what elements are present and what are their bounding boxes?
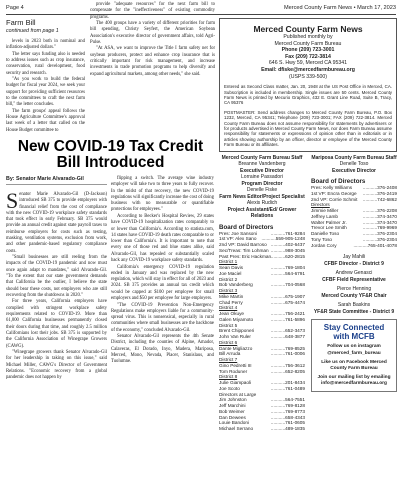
member-phone: ...........765-401-4078 [353, 242, 397, 248]
member-name: 2nd VP: Corrie Schmit [311, 196, 358, 202]
member-phone: ...........769-9969 [362, 225, 397, 231]
stay-connected-title: Stay Connected with MCFB [323, 323, 385, 342]
member-name: Pres: Joe Sansoni [219, 230, 258, 236]
member-phone: ...........675-1907 [270, 293, 305, 299]
paragraph: levels in 2023 both in nominal and inflation-adjusted dollars." [6, 39, 85, 51]
member-phone: ...........675-4474 [270, 299, 305, 305]
paragraph: "The COVID-19 Prevention Non-Emergency Regulations make employers liable for a community-spread virus. This is nonsensical, especially in rural communities where small businesses are the backbone of the economy," concluded Alvarado-Gil. [111, 302, 214, 333]
postmaster-info: POSTMASTER: Send address changes to Merced County Farm Bureau, P.O. Box 1232, Merced, CA 95341; Telephone (209) 723-3001; FAX (209) 722-3814. Merced County Farm Bureau does not assume responsibility for statements by advertisers or for products advertised in Merced County Farm News, nor does Farm Bureau assume responsibility for statements or expressions of opinion other than in editorials or in articles showing authorship by an officer, director or employee of the Merced County Farm Bureau or its affiliates. [224, 109, 392, 148]
tax-credit-article-col1 [6, 188, 107, 382]
member-name: Trevor Lee Smith [311, 225, 347, 231]
fax: Fax (209) 722-3814 [285, 53, 331, 60]
yfr-state-title: YF&R State Committee - District 9 [313, 308, 395, 315]
paragraph: Senator Alvarado-Gil represents the 4th Senate District, including the counties of Alpine, Amador, Calaveras, El Dorado, Inyo, Madera, Mariposa, Merced, Mono, Nevada, Placer, Stanislaus, and Tuolumne. [111, 334, 214, 365]
mariposa-board-title: Board of Directors [311, 178, 366, 186]
member-phone: ...........756-3612 [270, 362, 305, 368]
member-name: Past Pres: Eric Hackman [219, 253, 271, 259]
member-phone: ...........201-8434 [270, 380, 305, 386]
paragraph: "Winegrape growers thank Senator Alvarado-Gil for her leadership in taking on this issue," said Michael Miller, CAWG's Director of Government Relations. "Economic recovery from a global pandemic does not happen by [6, 349, 107, 381]
member-name: Jeff Marchini [219, 403, 246, 409]
published-by: Published monthly by [283, 34, 333, 40]
page-number: Page 4 [6, 5, 24, 11]
member-phone: ...........402-6437 [270, 242, 305, 248]
member-name: Tony Toso [311, 236, 333, 242]
member-name: District 5 [219, 322, 238, 328]
member-phone: ...........620-2815 [270, 253, 305, 259]
member-phone: ...........769-8773 [270, 408, 305, 414]
member-name: Tom Roduner [219, 368, 248, 374]
farm-bill-body-2 [90, 2, 215, 78]
continued-note: continued from page 1 [6, 28, 59, 34]
member-phone: ...........761-0489 [270, 385, 305, 391]
staff-line: Program Director [241, 180, 283, 187]
issue-date: Merced County Farm News • March 17, 2023 [283, 5, 396, 11]
cfbf-director-name: Jay Mahili [342, 254, 366, 261]
member-name: Jordan Cory [311, 242, 337, 248]
member-phone: ...........376-2408 [362, 185, 397, 191]
masthead-box [219, 18, 397, 152]
paragraph: The 400 groups have a variety of different priorities for farm bill spending, Christy Seyfert, the American Soybean Association's executive director of government affairs, told Agri-Pulse. [90, 21, 215, 45]
staff-line: Farm News Editor/Project Specialist [219, 193, 305, 200]
email: Email: dfiske@mercedfarmbureau.org [261, 66, 355, 73]
paragraph: "At ASA, we want to improve the Title I farm safety net for soybean producers, protect and enhance crop insurance that is critically important for risk management, and increase investments in trade promotion programs to help diversify and expand agricultural markets, among other needs," she said. [90, 46, 215, 77]
member-name: District 4 [219, 305, 238, 311]
address: 646 S. Hwy 59, Merced CA 95341 [268, 60, 348, 67]
member-phone: ...........376-2304 [362, 236, 397, 242]
member-phone: ...........658-4343 [270, 414, 305, 420]
member-name: Pres: Kelly Williams [311, 185, 353, 191]
member-phone: ...........648-3877 [270, 334, 305, 340]
staff-line: Denelle Fiske [246, 187, 278, 194]
member-name: Bill Arruda [219, 351, 241, 357]
paragraph: For three years, California employers have complied with stringent workplace safety requirements related to COVID-19. More than 61,000 California businesses permanently closed their doors during that time, and roughly 2.5 million Californians lost their jobs. SB 375 is supported by the California Association of Winegrape Growers (CAWG). [6, 299, 107, 349]
member-name: District 6 [219, 339, 238, 345]
merced-board-title: Board of Directors [219, 223, 274, 231]
entry-info: Entered as Second Class matter, Jan. 20, 1948 at the US Post Office in Merced, CA. Subscription is included in membership. Single issues are 50 cents. Merced County Farm News is printed by Mecurio Graphics, 432 E. Grant Line Road, Suite B, Tracy, CA 95376 [224, 84, 392, 106]
org-name: Merced County Farm Bureau [274, 40, 342, 47]
member-phone: ...........374-3470 [362, 213, 397, 219]
merced-staff-title: Merced County Farm Bureau Staff [221, 154, 303, 161]
yfr-state-name: Sarah Baskins [337, 302, 371, 309]
member-name: Julie Giampaoli [219, 380, 252, 386]
member-name: Directors [311, 202, 330, 208]
member-name: John Van Ruler [219, 334, 251, 340]
paragraph: The farm groups' appeal follows the House Agriculture Committee's approval last week of a letter that called on the House Budget committee to [6, 108, 85, 133]
paragraph: flipping a switch. The average wine industry employer will take two to three years to fully recover. In the midst of that recovery, the new COVID-19 regulations will significantly increase the cost of doing business with no measurable or quantifiable protections for employees." [111, 176, 214, 213]
member-phone: ...........761-9284 [270, 230, 305, 236]
member-name: Joe Maciel [219, 270, 242, 276]
member-name: Sean Davis [219, 265, 243, 271]
board-member [311, 243, 397, 249]
farm-bill-article [6, 16, 85, 134]
masthead-column [219, 18, 397, 432]
mariposa-column [311, 155, 397, 432]
tax-credit-article-col2 [111, 176, 214, 366]
farm-bill-body [6, 39, 85, 134]
member-name: District 2 [219, 276, 238, 282]
member-phone: ...........742-6862 [362, 196, 397, 202]
cfbf-director-title: CFBF Director - District 9 [324, 260, 384, 267]
member-name: Walter Palmer Jr. [311, 219, 347, 225]
masthead-title: Merced County Farm News [253, 24, 363, 34]
member-phone: ...........761-0605 [270, 420, 305, 426]
member-phone: ...........559-905-1248 [261, 236, 305, 242]
member-name: Dante Migliazzo [219, 345, 253, 351]
member-name: Dan Dewees [219, 414, 246, 420]
phone: Phone (209) 723-3001 [281, 47, 335, 54]
member-name: Gino Pedretti III [219, 362, 252, 368]
yfr-merced-title: Merced County YF&R Chair [321, 292, 387, 299]
member-name: District 1 [219, 259, 238, 265]
member-name: Bob Vanderberg [219, 282, 253, 288]
member-name: Jeffrey Lamb [311, 213, 339, 219]
member-phone: ...........704-0568 [270, 282, 305, 288]
member-name: 1st VP: Alex Sano [219, 236, 257, 242]
member-phone: ...........564-6791 [270, 270, 305, 276]
cfbf-rep-title: CFBF Field Representative [322, 276, 386, 283]
board-member [219, 426, 305, 432]
member-name: Bob Weimer [219, 408, 245, 414]
paragraph: California's emergency COVID-19 regulation ended in January and was replaced by the new regulation, which will stay in effect for all of 2023 and 2024. SB 375 provides an annual tax credit which would be capped at $100 per employee for small employers and $50 per employee for large employers. [111, 264, 214, 302]
cfbf-rep-name: Andrew Genasci [335, 270, 373, 277]
staff-line: Executive Director [332, 167, 376, 174]
member-name: Joe Scoto [219, 385, 240, 391]
mariposa-board-list [311, 185, 397, 248]
member-name: Sec/Treas: Tim Lohman [219, 247, 269, 253]
member-phone: ...........761-0006 [270, 351, 305, 357]
paragraph: provide "adequate resources" for the next farm bill to compensate for the "ineffectiveness" of existing commodity programs. [90, 2, 215, 20]
mariposa-staff-title: Mariposa County Farm Bureau Staff [311, 154, 397, 161]
staff-line: Lorraine Passadori [241, 174, 283, 181]
mariposa-staff [311, 155, 397, 175]
member-name: Danielle Toso [311, 231, 340, 237]
merced-column [219, 155, 305, 432]
staff-line: Denelle Toso [339, 161, 369, 168]
member-phone: ...........376-2208 [362, 208, 397, 214]
merced-board-list [219, 231, 305, 432]
member-phone: ...........761-5896 [270, 316, 305, 322]
paragraph: "Small businesses are still reeling from the impacts of the COVID-19 pandemic and now must once again adapt to mandates," said Alvarado-Gil. "To the extent that our state government demands that California be the outlier, I believe the state should bear these costs, not employers who are still recovering from the shutdowns in 2020." [6, 255, 107, 298]
staff-line: Alexis Rudich [246, 200, 278, 207]
member-name: Brent Chipponeri [219, 328, 255, 334]
usps: (USPS 339-500) [288, 73, 328, 80]
staff-line: Project Assistant/Ed/ Grower Relations [227, 206, 297, 220]
member-name: District 3 [219, 288, 238, 294]
member-name: Directors at Large [219, 391, 257, 397]
member-name: Jimmie Miller [311, 208, 339, 214]
drop-cap: S [6, 188, 19, 213]
member-phone: ...........374-3470 [362, 219, 397, 225]
staff-line: Breanne Vandenberg [238, 161, 286, 168]
member-name: District 8 [219, 374, 238, 380]
member-phone: ...........652-8205 [270, 368, 305, 374]
member-name: District 7 [219, 357, 238, 363]
member-name: Chad Perry [219, 299, 243, 305]
member-phone: ...........769-1804 [270, 265, 305, 271]
tax-credit-headline: New COVID-19 Tax Credit Bill Introduced [17, 138, 204, 171]
member-phone: ...........564-7551 [270, 397, 305, 403]
member-name: Louie Bandoni [219, 420, 249, 426]
member-phone: ...........769-8525 [270, 345, 305, 351]
lead-paragraph: enator Marie Alvarado-Gil (D-Jackson) introduced SB 375 to provide employers with financial relief from the cost of compliance with the new COVID-19 workplace safety standards that took effect in early February. SB 375 would provide an annual credit against state payroll taxes to reimburse employers for costs such as testing, masking, ventilation systems, exclusion from work, and other pandemic-based regulatory compliance costs. [6, 192, 107, 254]
member-name: Jim Johnston [219, 397, 247, 403]
member-name: Galen Miyamoto [219, 316, 254, 322]
paragraph: "As you work to build the federal budget for fiscal year 2024, we seek your support for providing sufficient resources to the committees to craft the next farm bill," the letter concludes. [6, 77, 85, 108]
member-name: 1st VP: Encra George [311, 190, 357, 196]
member-phone: ...........769-8128 [270, 403, 305, 409]
member-name: Michael Serrano [219, 426, 254, 432]
member-phone: ...........376-2304 [362, 231, 397, 237]
paragraph: The letter says funding also is needed to address issues such as crop insurance, conservation, rural development, food security and research. [6, 51, 85, 76]
paragraph: According to Becker's Hospital Review, 29 states have COVID-19 hospitalization rates comparably to or lower than California's. According to statista.com, 14 states have COVID-19 death rates comparable to or lower than California's. It is important to note that every one of those red and blue states alike, said Alvarado-Gil, has repealed or substantially scaled back any COVID-19 workplace safety standards. [111, 213, 214, 264]
byline: By: Senator Marie Alvarado-Gil [6, 176, 107, 185]
member-name: 2nd VP: David Barroso [219, 242, 267, 248]
member-phone: ...........376-2419 [362, 190, 397, 196]
facebook-link[interactable]: Like us on Facebook Merced County Farm Bureau [321, 359, 387, 371]
mailing-list-link[interactable]: Join our mailing list by emailing info@mercedfarmbureau.org [317, 375, 391, 387]
stay-connected-box [311, 319, 397, 391]
farm-bill-continued [90, 2, 215, 78]
merced-staff [219, 155, 305, 220]
yfr-merced-name: Pierce Henning [336, 286, 372, 293]
farm-bill-title: Farm Bill [6, 18, 36, 27]
member-phone: ...........988-3045 [270, 247, 305, 253]
member-phone: ...........652-3473 [270, 328, 305, 334]
instagram-link[interactable]: Follow us on instagram @merced_farm_bureau [327, 344, 381, 356]
member-name: Jean Okuye [219, 311, 245, 317]
staff-line: Executive Director [240, 167, 284, 174]
member-name: Mike Martin [219, 293, 244, 299]
member-phone: ...........756-2421 [270, 311, 305, 317]
member-phone: ...........489-1835 [270, 426, 305, 432]
